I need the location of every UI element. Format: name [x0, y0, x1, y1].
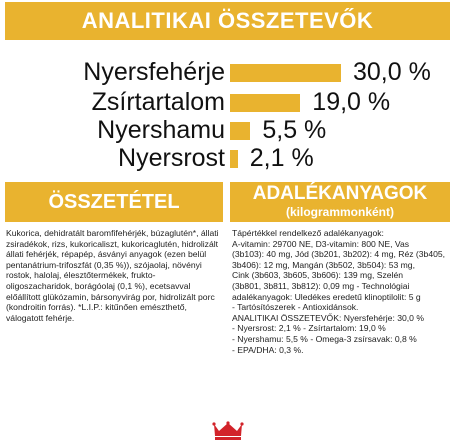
nutrient-row-fat — [0, 87, 455, 117]
brand-crown-logo — [185, 421, 271, 441]
additives-title: ADALÉKANYAGOK — [252, 183, 428, 204]
additives-line: - EPA/DHA: 0,3 %. — [232, 344, 304, 355]
additives-line: 3b406): 12 mg, Mangán (3b502, 3b504): 53 mg, — [232, 259, 415, 270]
nutrient-label: Nyersrost — [118, 144, 225, 172]
nutrient-bar — [230, 64, 341, 82]
crown-icon — [214, 423, 242, 436]
nutrient-bar — [230, 94, 300, 112]
composition-header: ÖSSZETÉTEL — [5, 182, 223, 222]
nutrient-label: Zsírtartalom — [91, 88, 225, 116]
analytical-header: ANALITIKAI ÖSSZETEVŐK — [5, 2, 450, 40]
nutrient-label: Nyersfehérje — [83, 58, 225, 86]
nutrient-value: 19,0 % — [312, 88, 391, 116]
nutrient-value: 2,1 % — [249, 144, 314, 172]
additives-line: - Tartósítószerek - Antioxidánsok. — [232, 302, 359, 313]
nutrient-value: 30,0 % — [353, 58, 431, 86]
additives-line: ANALITIKAI ÖSSZETEVŐK: Nyersfehérje: 30,0 % — [232, 312, 424, 323]
additives-line: - Nyershamu: 5,5 % - Omega-3 zsírsavak: 0,8 % — [232, 333, 417, 344]
additives-line: (3b103): 40 mg, Jód (3b201, 3b202): 4 mg, Réz (3b405, — [232, 249, 446, 260]
additives-text — [232, 228, 450, 355]
additives-line: - Nyersrost: 2,1 % - Zsírtartalom: 19,0 % — [232, 323, 386, 334]
nutrient-value: 5,5 % — [262, 116, 327, 144]
additives-header — [230, 182, 450, 222]
additives-line: adalékanyagok: Uledékes eredetű klinoptilolit: 5 g — [232, 291, 421, 302]
nutrient-bar — [230, 122, 250, 140]
additives-line: Tápértékkel rendelkező adalékanyagok: — [232, 228, 384, 238]
composition-text: Kukorica, dehidratált baromfifehérjék, búzaglutén*, állati zsiradékok, rizs, kukoricaliszt, kukoricaglutén, hidrolizált állati fehérjék, répapép, ásványi anyagok (ezen belül pentanátrium-trifoszfát (0,35 %)), szójaolaj, növényi rostok, halolaj, élesztőtermékek, frukto-oligoszacharidok, borágóolaj (0,1 %), ecetsavval előállított glükózamin, bársonyvirág por, hidrolizált porc (kondroitin forrás). *L.I.P.: kitűnően emészthető, válogatott fehérje. — [6, 228, 219, 323]
additives-line: (3b801, 3b811, 3b812): 0,09 mg - Technológiai — [232, 280, 410, 291]
nutrient-bar — [230, 150, 238, 168]
nutrient-row-fibre — [0, 143, 455, 173]
nutrient-label: Nyershamu — [97, 116, 225, 144]
additives-line: A-vitamin: 29700 NE, D3-vitamin: 800 NE, Vas — [232, 238, 410, 249]
nutrient-row-protein — [0, 57, 455, 87]
nutrient-row-ash — [0, 115, 455, 145]
additives-subtitle: (kilogrammonként) — [285, 205, 394, 219]
additives-line: Cink (3b603, 3b605, 3b606): 139 mg, Szelén — [232, 270, 404, 281]
